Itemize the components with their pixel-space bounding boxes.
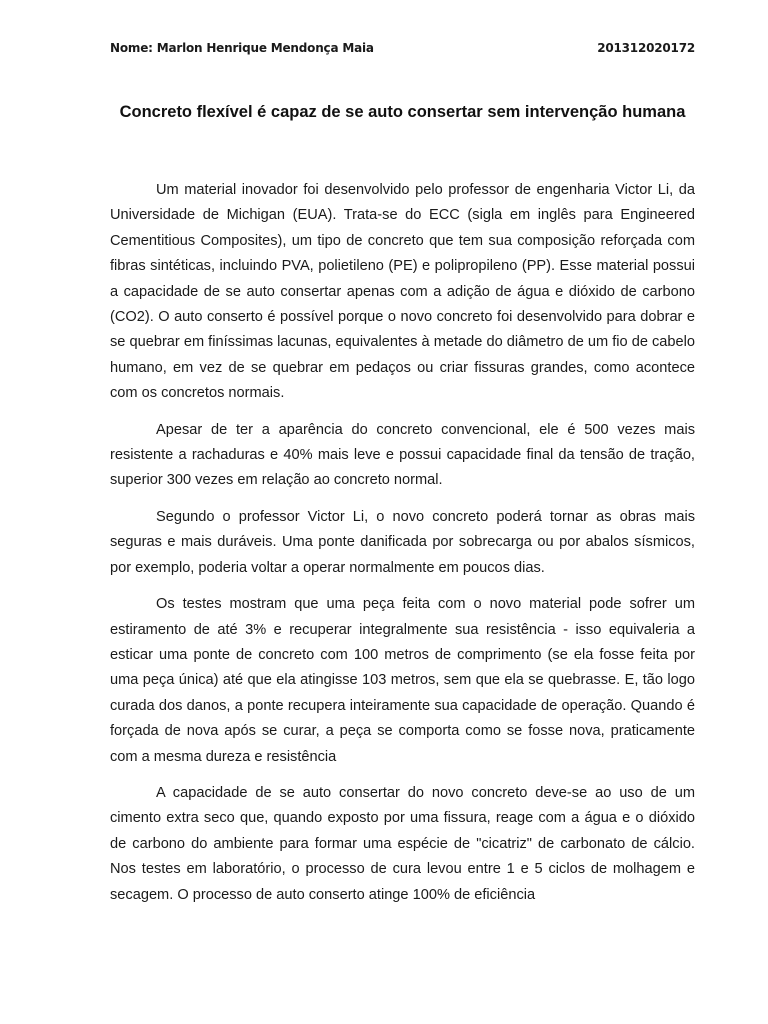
paragraph: Apesar de ter a aparência do concreto convencional, ele é 500 vezes mais resistente a rachaduras e 40% mais leve e possui capacidade final da tensão de tração, superior 300 vezes em relação ao concreto normal. <box>110 421 695 489</box>
student-name: Nome: Marlon Henrique Mendonça Maia <box>110 41 374 55</box>
page-header <box>110 41 695 55</box>
paragraph: Um material inovador foi desenvolvido pelo professor de engenharia Victor Li, da Universidade de Michigan (EUA). Trata-se do ECC (sigla em inglês para Engineered Cementitious Composites), um tipo de concreto que tem sua composição reforçada com fibras sintéticas, incluindo PVA, polietileno (PE) e polipropileno (PP). Esse material possui a capacidade de se auto consertar apenas com a adição de água e dióxido de carbono (CO2). O auto conserto é possível porque o novo concreto foi desenvolvido para dobrar e se quebrar em finíssimas lacunas, equivalentes à metade do diâmetro de um fio de cabelo humano, em vez de se quebrar em pedaços ou criar fissuras grandes, como acontece com os concretos normais. <box>110 182 695 402</box>
paragraph: A capacidade de se auto consertar do novo concreto deve-se ao uso de um cimento extra seco que, quando exposto por uma fissura, reage com a água e o dióxido de carbono do ambiente para formar uma espécie de "cicatriz" de carbonato de cálcio. Nos testes em laboratório, o processo de cura levou entre 1 e 5 ciclos de molhagem e secagem. O processo de auto conserto atinge 100% de eficiência <box>110 784 695 903</box>
paragraph: Segundo o professor Victor Li, o novo concreto poderá tornar as obras mais seguras e mais duráveis. Uma ponte danificada por sobrecarga ou por abalos sísmicos, por exemplo, poderia voltar a operar normalmente em poucos dias. <box>110 508 695 576</box>
document-body <box>110 178 695 919</box>
paragraph: Os testes mostram que uma peça feita com o novo material pode sofrer um estiramento de até 3% e recuperar integralmente sua resistência - isso equivaleria a esticar uma ponte de concreto com 100 metros de comprimento (se ela fosse feita por uma peça única) até que ela atingisse 103 metros, sem que ela se quebrasse. E, tão logo curada dos danos, a ponte recupera inteiramente sua capacidade de operação. Quando é forçada de nova após se curar, a peça se comporta como se fosse nova, praticamente com a mesma dureza e resistência <box>110 596 695 765</box>
document-title: Concreto flexível é capaz de se auto consertar sem intervenção humana <box>119 103 686 121</box>
student-id: 201312020172 <box>597 41 695 55</box>
